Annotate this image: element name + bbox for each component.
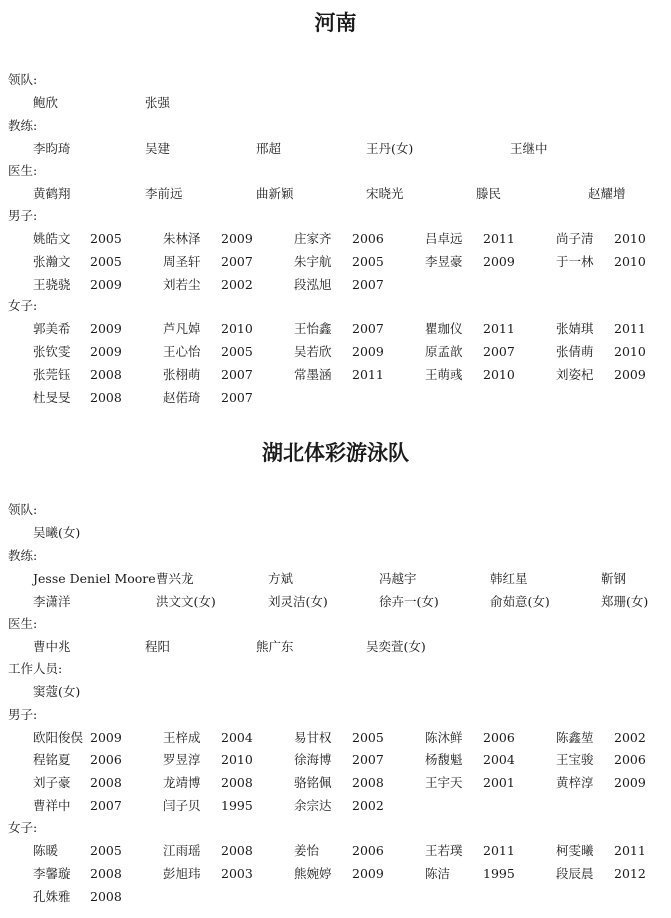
athlete-year: 2005 (90, 843, 122, 858)
athlete-name: 陈鑫堃 (556, 730, 594, 745)
athlete-name: 江雨瑶 (163, 843, 201, 858)
athlete-year: 2005 (352, 730, 384, 745)
athlete-year: 1995 (221, 798, 253, 813)
staff-name: 方斌 (268, 571, 294, 586)
athlete-year: 2008 (90, 390, 122, 405)
athlete-year: 2010 (614, 254, 646, 269)
athlete-year: 2011 (614, 843, 646, 858)
staff-name: 吴奕萱(女) (366, 639, 426, 654)
athlete-year: 2009 (614, 775, 646, 790)
athlete-year: 2012 (614, 866, 646, 881)
athlete-name: 刘姿杞 (556, 367, 594, 382)
staff-name: 曹兴龙 (156, 571, 194, 586)
athlete-name: 王骁骁 (33, 277, 71, 292)
athlete-year: 2005 (90, 254, 122, 269)
athlete-year: 2006 (483, 730, 515, 745)
athlete-year: 2005 (352, 254, 384, 269)
athlete-name: 闫子贝 (163, 798, 201, 813)
athlete-year: 2002 (352, 798, 384, 813)
athlete-name: 易甘权 (294, 730, 332, 745)
athlete-name: 王宝骏 (556, 752, 594, 767)
staff-name: 吴曦(女) (33, 525, 81, 540)
athlete-year: 2005 (221, 344, 253, 359)
athlete-name: 张栩萌 (163, 367, 201, 382)
athlete-name: 张钦雯 (33, 344, 71, 359)
label-staff: 工作人员: (8, 661, 63, 676)
athlete-name: 欧阳俊俣 (33, 730, 84, 745)
athlete-name: 王梓成 (163, 730, 201, 745)
athlete-name: 原孟歆 (425, 344, 463, 359)
athlete-year: 2007 (90, 798, 122, 813)
athlete-name: 熊婉婷 (294, 866, 332, 881)
athlete-name: 杜旻旻 (33, 390, 71, 405)
athlete-name: 罗昱淳 (163, 752, 201, 767)
staff-name: 赵耀增 (588, 186, 626, 201)
athlete-year: 2009 (90, 277, 122, 292)
athlete-year: 2010 (483, 367, 515, 382)
athlete-name: 朱宇航 (294, 254, 332, 269)
athlete-name: 芦凡婥 (163, 321, 201, 336)
athlete-name: 张倩萌 (556, 344, 594, 359)
athlete-year: 2007 (221, 254, 253, 269)
athlete-year: 2010 (614, 231, 646, 246)
athlete-year: 2011 (614, 321, 646, 336)
athlete-name: 王宇天 (425, 775, 463, 790)
label-coach: 教练: (8, 548, 38, 563)
staff-name: 洪文文(女) (156, 594, 216, 609)
label-men: 男子: (8, 707, 38, 722)
staff-name: 俞茹意(女) (490, 594, 550, 609)
staff-name: 李昀琦 (33, 141, 71, 156)
athlete-year: 2001 (483, 775, 515, 790)
athlete-name: 于一林 (556, 254, 594, 269)
athlete-name: 骆铭佩 (294, 775, 332, 790)
athlete-year: 2007 (352, 752, 384, 767)
athlete-name: 张莞钰 (33, 367, 71, 382)
staff-name: 冯越宇 (379, 571, 417, 586)
athlete-name: 刘若尘 (163, 277, 201, 292)
athlete-year: 1995 (483, 866, 515, 881)
athlete-name: 朱林泽 (163, 231, 201, 246)
athlete-name: 王怡鑫 (294, 321, 332, 336)
staff-name: 宋晓光 (366, 186, 404, 201)
athlete-name: 王若璞 (425, 843, 463, 858)
staff-name: 滕民 (476, 186, 502, 201)
staff-name: 曹中兆 (33, 639, 71, 654)
label-doctor: 医生: (8, 163, 38, 178)
athlete-name: 张瀚文 (33, 254, 71, 269)
athlete-name: 常墨涵 (294, 367, 332, 382)
athlete-year: 2006 (352, 843, 384, 858)
athlete-name: 庄家齐 (294, 231, 332, 246)
staff-name: 鲍欣 (33, 95, 59, 110)
athlete-name: 吴若欣 (294, 344, 332, 359)
athlete-name: 李馨璇 (33, 866, 71, 881)
athlete-name: 程铭夏 (33, 752, 71, 767)
athlete-year: 2010 (221, 752, 253, 767)
athlete-year: 2009 (352, 344, 384, 359)
athlete-year: 2009 (221, 231, 253, 246)
athlete-year: 2007 (221, 367, 253, 382)
label-women: 女子: (8, 820, 38, 835)
athlete-year: 2005 (90, 231, 122, 246)
label-team-leader: 领队: (8, 502, 38, 517)
athlete-year: 2002 (221, 277, 253, 292)
staff-name: 张强 (145, 95, 171, 110)
athlete-name: 段泓旭 (294, 277, 332, 292)
athlete-name: 陈洁 (425, 866, 451, 881)
athlete-year: 2009 (483, 254, 515, 269)
athlete-year: 2009 (90, 344, 122, 359)
athlete-year: 2009 (90, 321, 122, 336)
athlete-year: 2009 (352, 866, 384, 881)
staff-name: 刘灵洁(女) (268, 594, 328, 609)
athlete-year: 2008 (90, 775, 122, 790)
athlete-year: 2004 (483, 752, 515, 767)
label-doctor: 医生: (8, 616, 38, 631)
athlete-name: 彭旭玮 (163, 866, 201, 881)
athlete-year: 2006 (614, 752, 646, 767)
staff-name: 韩红星 (490, 571, 528, 586)
athlete-year: 2008 (221, 843, 253, 858)
athlete-name: 陈暖 (33, 843, 59, 858)
athlete-name: 余宗达 (294, 798, 332, 813)
staff-name: 吴建 (145, 141, 171, 156)
staff-name: 熊广东 (256, 639, 294, 654)
athlete-name: 王心怡 (163, 344, 201, 359)
athlete-year: 2007 (221, 390, 253, 405)
athlete-name: 柯雯曦 (556, 843, 594, 858)
athlete-name: 赵偌琦 (163, 390, 201, 405)
label-team-leader: 领队: (8, 72, 38, 87)
staff-name: 邢超 (256, 141, 282, 156)
athlete-year: 2011 (483, 321, 515, 336)
staff-name: 徐卉一(女) (379, 594, 439, 609)
athlete-year: 2007 (352, 277, 384, 292)
staff-name: 李前远 (145, 186, 183, 201)
athlete-year: 2008 (90, 866, 122, 881)
athlete-year: 2008 (221, 775, 253, 790)
athlete-name: 郭美希 (33, 321, 71, 336)
staff-name: 王继中 (510, 141, 548, 156)
athlete-year: 2003 (221, 866, 253, 881)
section-title-hubei: 湖北体彩游泳队 (262, 441, 409, 465)
label-coach: 教练: (8, 118, 38, 133)
staff-name: 靳钢 (601, 571, 627, 586)
athlete-name: 龙靖博 (163, 775, 201, 790)
athlete-year: 2010 (221, 321, 253, 336)
athlete-year: 2009 (90, 730, 122, 745)
athlete-year: 2011 (352, 367, 384, 382)
label-women: 女子: (8, 298, 38, 313)
staff-name: Jesse Deniel Moore (33, 571, 156, 586)
athlete-year: 2010 (614, 344, 646, 359)
athlete-name: 姚皓文 (33, 231, 71, 246)
athlete-name: 孔姝雅 (33, 889, 71, 904)
athlete-name: 徐海博 (294, 752, 332, 767)
athlete-name: 陈沐鲜 (425, 730, 463, 745)
athlete-name: 张婧琪 (556, 321, 594, 336)
section-title-henan: 河南 (314, 11, 357, 35)
staff-name: 李潇洋 (33, 594, 71, 609)
athlete-year: 2008 (90, 889, 122, 904)
athlete-name: 吕卓远 (425, 231, 463, 246)
athlete-name: 尚子清 (556, 231, 594, 246)
athlete-year: 2008 (90, 367, 122, 382)
athlete-year: 2007 (483, 344, 515, 359)
staff-name: 程阳 (145, 639, 171, 654)
athlete-name: 王萌彧 (425, 367, 463, 382)
athlete-year: 2006 (352, 231, 384, 246)
athlete-year: 2006 (90, 752, 122, 767)
athlete-name: 姜怡 (294, 843, 320, 858)
athlete-name: 黄梓淳 (556, 775, 594, 790)
athlete-year: 2009 (614, 367, 646, 382)
athlete-year: 2004 (221, 730, 253, 745)
athlete-name: 刘子豪 (33, 775, 71, 790)
label-men: 男子: (8, 208, 38, 223)
athlete-name: 曹祥中 (33, 798, 71, 813)
athlete-name: 瞿珈仪 (425, 321, 463, 336)
athlete-year: 2011 (483, 231, 515, 246)
athlete-name: 段辰晨 (556, 866, 594, 881)
athlete-year: 2008 (352, 775, 384, 790)
staff-name: 曲新颖 (256, 186, 294, 201)
athlete-year: 2002 (614, 730, 646, 745)
athlete-name: 李昱豪 (425, 254, 463, 269)
athlete-year: 2011 (483, 843, 515, 858)
staff-name: 郑珊(女) (601, 594, 649, 609)
athlete-name: 周圣轩 (163, 254, 201, 269)
athlete-name: 杨馥魁 (425, 752, 463, 767)
staff-name: 黄鹤翔 (33, 186, 71, 201)
staff-name: 窦蔻(女) (33, 684, 81, 699)
staff-name: 王丹(女) (366, 141, 414, 156)
athlete-year: 2007 (352, 321, 384, 336)
